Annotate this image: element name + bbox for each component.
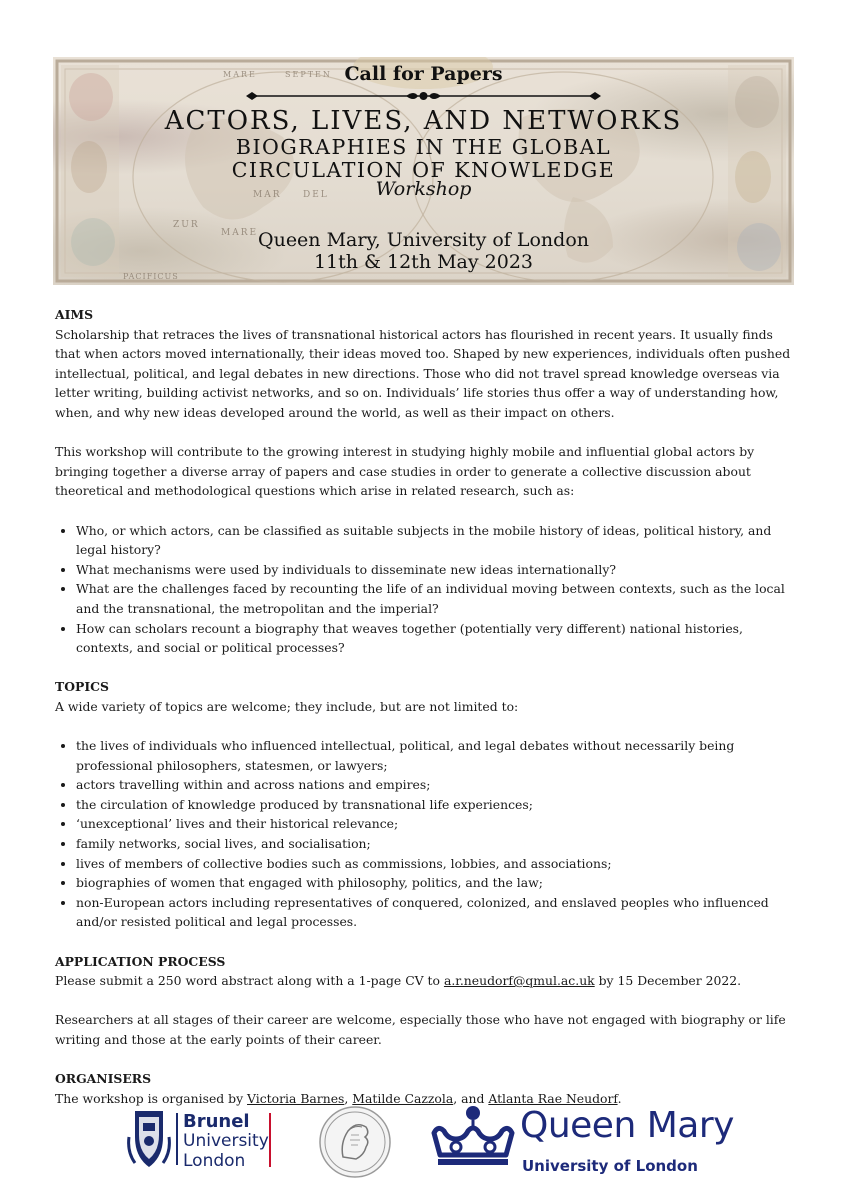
organisers-paragraph: The workshop is organised by Victoria Barnes, Matilde Cazzola, and Atlanta Rae Neudorf. — [55, 1090, 622, 1106]
subtitle-line-1: BIOGRAPHIES IN THE GLOBAL — [235, 135, 612, 159]
document-body — [55, 305, 795, 1108]
list-item: • What mechanisms were used by individuals to disseminate new ideas internationally? — [76, 560, 795, 580]
map-label: PACIFICUS — [123, 272, 179, 281]
list-item: • biographies of women that engaged with philosophy, politics, and the law; — [76, 873, 795, 893]
research-questions-list — [55, 521, 795, 658]
contact-email-link[interactable]: a.r.neudorf@qmul.ac.uk — [443, 973, 595, 989]
list-item: • ‘unexceptional’ lives and their historical relevance; — [76, 814, 795, 834]
application-paragraph-2: Researchers at all stages of their career are welcome, especially those who have not engaged with biography or life writing and those at the early points of their career. — [55, 1012, 786, 1047]
list-item: • How can scholars recount a biography that weaves together (potentially very different) national histories, contexts, and social or political processes? — [76, 619, 795, 658]
venue-and-dates — [53, 229, 794, 273]
map-label: SEPTEN — [285, 70, 332, 79]
brunel-university-logo — [127, 1105, 277, 1175]
list-item: • non-European actors including representatives of conquered, colonized, and enslaved peoples who influenced and/or resisted political and legal processes. — [76, 893, 795, 932]
queen-mary-logo — [428, 1099, 738, 1181]
aims-paragraph-2: This workshop will contribute to the growing interest in studying highly mobile and influential global actors by bringing together a diverse array of papers and case studies in order to generate a collective discussion about theoretical and methodological questions which arise in related research, such as: — [55, 444, 755, 499]
map-label: MARE — [223, 70, 257, 79]
application-paragraph-1: Please submit a 250 word abstract along with a 1-page CV to a.r.neudorf@qmul.ac.uk by 15 December 2022. — [55, 973, 742, 989]
topics-intro: A wide variety of topics are welcome; they include, but are not limited to: — [55, 698, 519, 714]
institution-logos — [0, 1095, 848, 1185]
list-item: • the circulation of knowledge produced by transnational life experiences; — [76, 795, 795, 815]
workshop-title: ACTORS, LIVES, AND NETWORKS — [164, 106, 683, 136]
brunel-wordmark: Brunel — [183, 1111, 250, 1132]
aims-paragraph-1: Scholarship that retraces the lives of transnational historical actors has flourished in recent years. It usually finds that when actors moved internationally, their ideas moved too. Shaped by new experiences, individuals often pushed intellectual, political, and legal debates in new directions. Those who did not travel spread knowledge overseas via letter writing, building activist networks, and so on. Individuals’ life stories thus offer a way of understanding how, when, and why new ideas developed around the world, as well as their impact on others. — [55, 326, 791, 420]
list-item: • the lives of individuals who influenced intellectual, political, and legal debates without necessarily being professional philosophers, statesmen, or lawyers; — [76, 736, 795, 775]
call-for-papers-heading: Call for Papers — [344, 63, 503, 85]
event-type: Workshop — [375, 178, 472, 200]
minerva-seal-icon — [318, 1105, 392, 1179]
queen-mary-crown-icon — [428, 1105, 518, 1169]
brunel-wordmark: London — [183, 1151, 246, 1171]
map-label: ZUR — [173, 220, 200, 230]
ornamental-divider — [246, 90, 601, 102]
list-item: • family networks, social lives, and socialisation; — [76, 834, 795, 854]
queen-mary-subtitle: University of London — [522, 1157, 698, 1175]
brunel-crest-icon — [127, 1107, 171, 1171]
list-item: • Who, or which actors, can be classified as suitable subjects in the mobile history of ideas, political history, and legal history? — [76, 521, 795, 560]
brunel-wordmark: University — [183, 1131, 269, 1151]
list-item: • What are the challenges faced by recounting the life of an individual moving between contexts, such as the local and the transnational, the metropolitan and the imperial? — [76, 579, 795, 618]
subtitle-line-2: CIRCULATION OF KNOWLEDGE — [231, 158, 616, 182]
topics-heading: TOPICS — [55, 679, 109, 695]
application-heading: APPLICATION PROCESS — [55, 953, 226, 969]
venue: Queen Mary, University of London — [258, 229, 589, 251]
list-item: • lives of members of collective bodies such as commissions, lobbies, and associations; — [76, 854, 795, 874]
organiser-link-atlanta-rae-neudorf[interactable]: Atlanta Rae Neudorf — [488, 1090, 618, 1106]
workshop-subtitle — [53, 136, 794, 182]
organiser-link-matilde-cazzola[interactable]: Matilde Cazzola — [352, 1090, 454, 1106]
organisers-heading: ORGANISERS — [55, 1071, 152, 1087]
organiser-link-victoria-barnes[interactable]: Victoria Barnes — [247, 1090, 345, 1106]
map-label: MARE — [221, 228, 259, 238]
list-item: • actors travelling within and across nations and empires; — [76, 775, 795, 795]
map-label: MAR — [253, 190, 282, 200]
header-banner — [53, 57, 794, 285]
topics-list — [55, 736, 795, 932]
dates: 11th & 12th May 2023 — [313, 251, 534, 273]
aims-heading: AIMS — [55, 307, 94, 322]
banner-text — [53, 57, 794, 285]
queen-mary-wordmark: Queen Mary — [520, 1105, 734, 1146]
map-label: DEL — [303, 190, 329, 200]
